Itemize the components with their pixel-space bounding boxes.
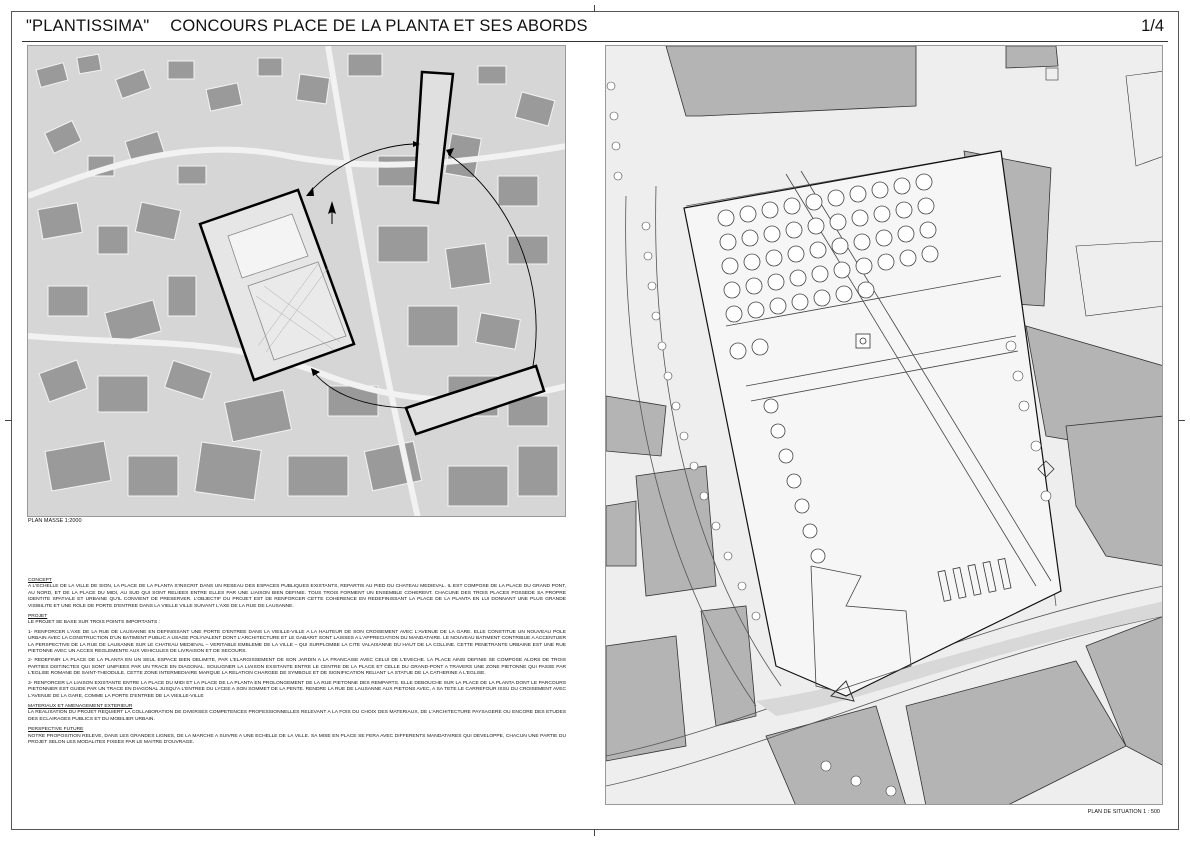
- frame-tick: [1178, 420, 1185, 421]
- projet-point-1: 1- RENFORCER L'AXE DE LA RUE DE LAUSANNE EN DEFINISSANT UNE PORTE D'ENTREE DANS LA VIEILLE-VILLE A LA HAUTEUR DE SON CROISEMENT AVEC L'AVENUE DE LA GARE. ELLE CONSTITUE UN NOUVEAU POLE URBAIN AVEC LA CONSTRUCTION D'UN BATIMENT PUBLIC A USAGE POLYVALENT DONT L'ARCHITECTURE ET LE GABARIT SONT LAISSES A L'APPRECIATION DU MANDATAIRE. LE NOUVEAU BATIMENT CONTRIBUE A ACCENTUER LA PERSPECTIVE DE LA RUE DE LAUSANNE SUR LE CHATEAU MEDIEVAL – VERITABLE EMBLEME DE LA VILLE – QUI SURPLOMBE LA CITE VALAISANNE DU HAUT DE LA COLLINE. CETTE PENETRANTE URBAINE EST UNE RUE PIETONNE AVEC UN ACCES REGLEMENTE AUX VEHICULES DE LIVRAISON ET DE SECOURS.: [28, 629, 566, 655]
- project-description: [28, 578, 566, 749]
- plan-masse-map: [27, 45, 566, 517]
- concept-heading: CONCEPT: [28, 578, 52, 583]
- concept-paragraph: A L'ECHELLE DE LA VILLE DE SION, LA PLACE DE LA PLANTA S'INSCRIT DANS UN RESEAU DES ESPACES PUBLIQUES EXISTANTS, REPARTIS AU PIED DU CHATEAU MEDIEVAL. IL EST COMPOSE DE LA PLACE DU GRAND PONT, AU NORD, ET DE LA PLACE DU MIDI, AU SUD QUI SONT RELIEES ENTRE ELLES PAR UNE LIAISON BIEN DEFINIE. TOUS TROIS FORMENT UN ENSEMBLE COHERENT. CHACUNE DES TROIS PLACES POSSEDE SA PROPRE IDENTITE SPATIALE ET URBAINE QU'IL CONVIENT DE PRESERVER. L'OBJECTIF DU PROJET EST DE RENFORCER CETTE COHERENCE EN REDEFINISSANT LA PLACE DE LA PLANTA EN LUI DONNANT UNE PLUS GRANDE VISIBILITE ET UNE ROLE DE PORTE D'ENTREE DANS LA VIELLE VILLE SUIVANT L'AXE DE LA RUE DE LAUSANNE.: [28, 584, 566, 609]
- frame-tick: [5, 420, 12, 421]
- page-number: 1/4: [1141, 17, 1164, 35]
- frame-tick: [594, 829, 595, 836]
- plan-de-situation-caption: PLAN DE SITUATION 1 : 500: [1087, 809, 1160, 815]
- project-name: "PLANTISSIMA": [26, 17, 150, 35]
- sheet-title: [26, 17, 588, 36]
- projet-point-2: 2- REDEFINIR LA PLACE DE LA PLANTA EN UN SEUL ESPACE BIEN DELIMITE, PAR L'ELARGISSEMENT DE SON JARDIN A LA FRANCAISE AVEC CELUI DE L'EVECHE. LA PLACE AINSI DEFINIE SE COMPOSE ALORS DE TROIS PARTIES DISTINCTES QUI SONT UNIFIEES PAR UN TRACE EN DIAGONAL. SOULIGNER LA LIAISON EXISTANTE ENTRE LE CENTRE DE LA PLACE ET CELLE DU GRAND-PONT A TRAVERS UNE ZONE PIETONNE QUI PASSE PAR L'EGLISE ROMANE DE SAINT-THEODULE. CETTE ZONE INTERMEDIAIRE MARQUE LA RELATION CHARGEE DE SYMBOLE ET DE SIGNIFICATION RELIANT LA STATUE DE LA CATHERINE A L'EGLISE.: [28, 658, 566, 677]
- materiaux-paragraph: LA REALISATION DU PROJET REQUIERT LA COLLABORATION DE DIVERSES COMPETENCES PROFESSIONNELLES RELEVANT A LA FOIS DU CHOIX DES MATERIAUX, DE L'ARCHITECTURE PAYSAGERE OU ENCORE DES ETUDES DES ECLAIRAGES PUBLICS ET DU MOBILIER URBAIN.: [28, 710, 566, 722]
- perspective-heading: PERSPECTIVE FUTURE: [28, 727, 84, 733]
- title-rule: [22, 41, 1168, 42]
- projet-point-3: 3- RENFORCER LA LIAISON EXISTANTE ENTRE LA PLACE DU MIDI ET LA PLACE DE LA PLANTA EN PROLONGEMENT DE LA RUE PIETONNE DES REMPARTS. ELLE DEBOUCHE SUR LA PLACE DE LA PLANTA DONT LE PARCOURS PIETONNIER EST GUIDE PAR UN TRACE EN DIAGONAL JUSQU'A L'ENTREE DU LYCEE A SON SOMMET DE LA PENTE. RENDRE LA RUE DE LAUSANNE AUX PIETONS AVEC, A SA TETE LE CARREFOUR ISSU DU CROISEMENT AVEC L'AVENUE DE LA GARE, COMME LA PORTE D'ENTREE DE LA VIEILLE-VILLE: [28, 680, 566, 699]
- competition-title: CONCOURS PLACE DE LA PLANTA ET SES ABORDS: [170, 17, 588, 35]
- plan-masse-drawing: [28, 46, 566, 517]
- projet-intro: LE PROJET SE BASE SUR TROIS POINTS IMPORTANTS :: [28, 620, 160, 626]
- statue-marker: [856, 334, 870, 348]
- frame-tick: [594, 5, 595, 12]
- projet-heading: PROJET: [28, 614, 48, 620]
- perspective-paragraph: NOTRE PROPOSITION RELEVE, DANS LES GRANDES LIGNES, DE LA MARCHE A SUIVRE A UNE ECHELLE DE LA VILLE. SA MISE EN PLACE SE FERA AVEC DIFFERENTS MANDATAIRES QUI DEVELOPPE, CHACUN UNE PARTIE DU PROJET SELON LES MODALITES FIXEES PAR LE MAITRE D'OUVRAGE.: [28, 733, 566, 745]
- plan-de-situation-map: [605, 45, 1163, 805]
- plan-masse-caption: PLAN MASSE 1:2000: [28, 518, 82, 524]
- plan-de-situation-drawing: [606, 46, 1163, 805]
- materiaux-heading: MATERIAUX ET AMENAGEMENT EXTERIEUR: [28, 703, 133, 709]
